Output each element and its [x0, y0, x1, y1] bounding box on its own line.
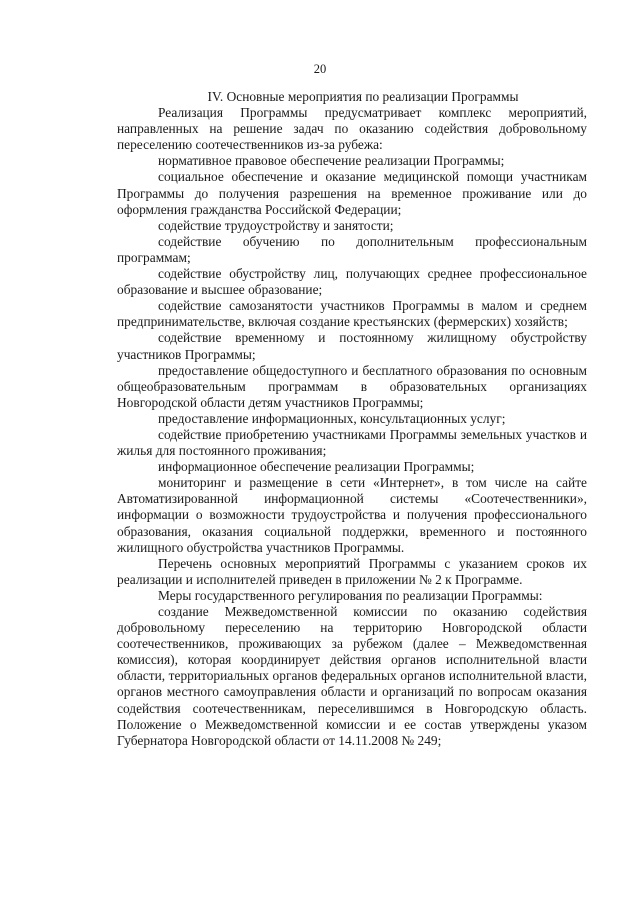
document-body: [117, 89, 587, 749]
paragraph-item: социальное обеспечение и оказание медицинской помощи участникам Программы до получения разрешения на временное проживание или до оформления гражданства Российской Федерации;: [117, 169, 587, 217]
paragraph-item: предоставление информационных, консультационных услуг;: [158, 410, 506, 426]
section-heading: IV. Основные мероприятия по реализации Программы: [207, 89, 519, 104]
paragraph-item: предоставление общедоступного и бесплатного образования по основным общеобразовательным программам в образовательных организациях Новгородской области детям участников Программы;: [117, 362, 587, 410]
paragraph-intro: Реализация Программы предусматривает комплекс мероприятий, направленных на решение задач по оказанию содействия добровольному переселению соотечественников из-за рубежа:: [117, 105, 587, 153]
paragraph-item: содействие самозанятости участников Программы в малом и среднем предпринимательстве, включая создание крестьянских (фермерских) хозяйств;: [117, 298, 587, 330]
paragraph-item: информационное обеспечение реализации Программы;: [158, 459, 475, 475]
paragraph-item: содействие временному и постоянному жилищному обустройству участников Программы;: [117, 330, 587, 362]
paragraph-item: содействие приобретению участниками Программы земельных участков и жилья для постоянного проживания;: [117, 426, 587, 459]
paragraph-regulation-heading: Меры государственного регулирования по реализации Программы:: [158, 587, 543, 603]
paragraph-item: нормативное правовое обеспечение реализации Программы;: [158, 153, 505, 169]
paragraph-item: содействие обустройству лиц, получающих среднее профессиональное образование и высшее образование;: [117, 266, 587, 298]
page-number: 20: [313, 62, 327, 76]
paragraph-list-reference: Перечень основных мероприятий Программы с указанием сроков их реализации и исполнителей приведен в приложении № 2 к Программе.: [117, 555, 587, 587]
paragraph-item: содействие трудоустройству и занятости;: [158, 217, 394, 233]
paragraph-item: содействие обучению по дополнительным профессиональным программам;: [117, 233, 587, 265]
paragraph-item: мониторинг и размещение в сети «Интернет», в том числе на сайте Автоматизированной информационной системы «Соотечественники», информации о возможности трудоустройства и получения профессионального образования, оказания социальной поддержки, временного и постоянного жилищного обустройства участников Программы.: [117, 475, 587, 555]
paragraph-item: создание Межведомственной комиссии по оказанию содействия добровольному переселению на территорию Новгородской области соотечественников, проживающих за рубежом (далее – Межведомственная комиссия), которая координирует действия органов исполнительной власти области, территориальных органов федеральных органов исполнительной власти, органов местного самоуправления области и организаций по вопросам оказания содействия соотечественникам, переселившимся в Новгородскую область. Положение о Межведомственной комиссии и ее состав утверждены указом Губернатора Новгородской области от 14.11.2008 № 249;: [117, 604, 587, 748]
